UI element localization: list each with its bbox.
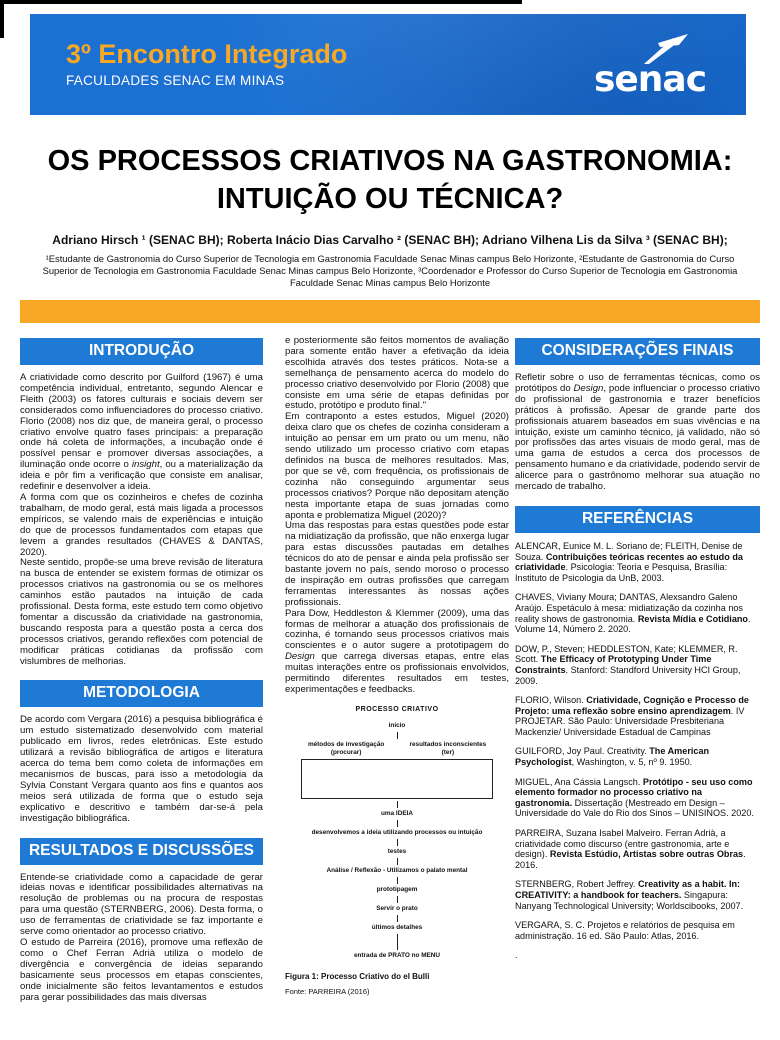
text-segment: O estudo de Parreira (2016), promove uma reflexão de como o Chef Ferran Adrià utiliza o modelo de divergência e convergência de ideias separando basicamente seus processos em etapas conscientes, onde inicialmente são feitos levantamentos e estudos para gerar possibilidades das mais diversas bbox=[20, 936, 263, 1003]
text-segment: que carrega diversas etapas, entre elas muitas interações entre os profissionais envolvidos, permitindo diferentes resultados em testes, experimentações e feedbacks. bbox=[285, 651, 509, 695]
flow-branch-left-sub: (procurar) bbox=[330, 748, 362, 756]
reference-entry bbox=[515, 920, 760, 941]
flow-branch-right-sub: (ter) bbox=[441, 748, 455, 756]
flow-node: testes bbox=[387, 847, 407, 855]
text-segment: e posteriormente são feitos momentos de avaliação para somente então haver a efetivação da ideia escolhida através dos testes práticos. Nota-se a semelhança de pensamento acerca do modelo do processo criativo desenvolvido por Florio (2008) que consiste em uma série de etapas definidas por estudo, protótipo e produto final." bbox=[285, 335, 509, 412]
text-segment: De acordo com Vergara (2016) a pesquisa bibliográfica é um estudo sistematizado desenvolvido com material publicado em livros, redes eletrônicas. Este estudo utilizará a revisão bibliográfica de artigos e literatura acerca do tema bem como coleta de informações em mecanismos de buscas, para isso a metodologia da Sylvia Constant Vergara quanto aos fins e quantos aos meios será utilizada de forma que o estudo seja explicativo e descritivo e também dar-se-á pela investigação bibliográfica. bbox=[20, 714, 263, 824]
poster-columns bbox=[20, 336, 760, 1003]
flow-node: Análise / Reflexão - Utilizamos o palato mental bbox=[326, 866, 468, 874]
text-segment: . IV PROJETAR. São Paulo: Universidade Presbiteriana Mackenzie/ Universidade Estadual de Campinas bbox=[515, 705, 745, 737]
body-paragraph bbox=[20, 873, 263, 938]
section-heading-introducao: INTRODUÇÃO bbox=[20, 338, 263, 365]
text-segment: , ou a materialização da ideia e pôr fim a verificação que consiste em analisar, redefinir e desenvolver a ideia. bbox=[20, 459, 263, 493]
section-heading-consideracoes: CONSIDERAÇÕES FINAIS bbox=[515, 338, 760, 365]
text-segment: ALENCAR, Eunice M. L. Soriano de; FLEITH, Denise de Souza. bbox=[515, 540, 743, 562]
authors-line: Adriano Hirsch ¹ (SENAC BH); Roberta Inácio Dias Carvalho ² (SENAC BH); Adriano Vilhena Lis da Silva ³ (SENAC BH); bbox=[52, 232, 728, 247]
body-paragraph bbox=[285, 609, 509, 696]
text-segment: VERGARA, S. C. Projetos e relatórios de pesquisa em administração. 16 ed. São Paulo: Atlas, 2016. bbox=[515, 920, 735, 941]
text-segment: STERNBERG, Robert Jeffrey. bbox=[515, 879, 638, 890]
senac-wordmark: senac bbox=[593, 59, 707, 100]
text-segment: Revista Estúdio, Artistas sobre outras Obras bbox=[549, 849, 744, 860]
text-segment: Contribuições teóricas recentes ao estudo da criatividade bbox=[515, 551, 743, 573]
body-paragraph bbox=[285, 412, 509, 521]
text-segment: Refletir sobre o uso de ferramentas técnicas, como os protótipos do bbox=[515, 372, 760, 394]
text-segment: Para Dow, Heddleston & Klemmer (2009), uma das formas de melhorar a atuação dos profissionais de cozinha, é tornando seus processos criativos mais conscientes e o autor sugere a prototipagem do bbox=[285, 607, 509, 652]
flow-connector bbox=[397, 820, 398, 827]
senac-logo bbox=[584, 34, 716, 98]
body-paragraph bbox=[20, 373, 263, 493]
text-segment: Revista Mídia e Cotidiano bbox=[637, 613, 748, 624]
flow-branch-left-label: métodos de investigação bbox=[307, 740, 385, 748]
column-right bbox=[515, 336, 760, 970]
figure-caption: Figura 1: Processo Criativo do el Bulli bbox=[285, 971, 430, 981]
flow-node-start: início bbox=[388, 721, 406, 729]
body-paragraph bbox=[20, 493, 263, 558]
flow-branch-right-label: resultados inconscientes bbox=[409, 740, 487, 748]
event-banner-text bbox=[66, 40, 347, 88]
section-heading-referencias: REFERÊNCIAS bbox=[515, 506, 760, 533]
flow-connector bbox=[397, 839, 398, 846]
column-middle bbox=[285, 336, 509, 996]
text-segment: FLORIO, Wilson. bbox=[515, 695, 587, 706]
text-segment: Protótipo - seu uso como elemento formador no processo criativo na gastronomia. bbox=[515, 776, 753, 808]
text-segment: Em contraponto a estes estudos, Miguel (2020) deixa claro que os chefes de cozinha consideram a intuição ao pensar em um prato ou um menu, não sendo utilizado um processo criativo com etapas definidos na busca de melhores resultados. Mas, por que se vê, com frequência, os profissionais de cozinha não conseguindo argumentar seus processos criativos? Porque não depositam atenção nesta importante etapa de suas jornadas como aponta e problematiza Miguel (2020)? bbox=[285, 411, 509, 521]
text-segment: . Psicologia: Teoria e Pesquisa, Brasília: Instituto de Psicologia da UnB, 2003. bbox=[515, 562, 728, 583]
text-segment: The Efficacy of Prototyping Under Time Constraints bbox=[515, 654, 712, 675]
text-segment: . Stanford: Standford University HCI Group, 2009. bbox=[515, 664, 741, 686]
flow-connector bbox=[397, 801, 398, 808]
text-segment: Neste sentido, propõe-se uma breve revisão de literatura na busca de entender se existem formas de otimizar os processos criativos na gastronomia ou se os melhores caminhos estão pautados na intuição de cada profissional. Desta forma, este estudo tem como objetivo fomentar a discussão da criatividade na gastronomia, buscando resposta para a questão posta a cerca dos processos criativos, gerando reflexões com potencial de modificar práticas cotidianas da profissão com vislumbres de melhorias. bbox=[20, 557, 263, 667]
event-title: 3º Encontro Integrado bbox=[66, 39, 348, 69]
flow-connector bbox=[397, 858, 398, 865]
flow-node: prototipagem bbox=[376, 885, 418, 893]
reference-entry bbox=[515, 695, 760, 737]
text-segment: Creativity as a habit. In: CREATIVITY: a handbook for teachers. bbox=[515, 879, 741, 900]
flowchart bbox=[285, 706, 509, 960]
event-subtitle: FACULDADES SENAC EM MINAS bbox=[66, 73, 285, 89]
flow-branch-box bbox=[301, 759, 493, 799]
flow-connector bbox=[397, 915, 398, 922]
reference-entry bbox=[515, 828, 760, 870]
reference-entry bbox=[515, 777, 760, 819]
text-segment: , Washington, v. 5, nº 9. 1950. bbox=[571, 757, 693, 768]
flow-branch bbox=[301, 741, 493, 799]
flowchart-title: PROCESSO CRIATIVO bbox=[355, 705, 439, 713]
reference-entry bbox=[515, 644, 760, 686]
text-segment: CHAVES, Viviany Moura; DANTAS, Alexsandro Galeno Araújo. Espetáculo à mesa: midiatização da cozinha nos reality shows de gastronomia. bbox=[515, 592, 743, 624]
flow-branch-left bbox=[301, 741, 391, 757]
poster-title: OS PROCESSOS CRIATIVOS NA GASTRONOMIA: INTUIÇÃO OU TÉCNICA? bbox=[47, 145, 733, 216]
flow-node: Servir o prato bbox=[376, 904, 418, 912]
flow-branch-right bbox=[403, 741, 493, 757]
section-heading-resultados: RESULTADOS E DISCUSSÕES bbox=[20, 838, 263, 865]
text-segment: Uma das respostas para estas questões pode estar na midiatização da profissão, que não enxerga lugar para estas discussões pautadas em detalhes técnicos do ato de pensar e ainda pela profissão ser bastante jovem no país, sendo moroso o processo de inspiração em outras profissões que carregam ferramentas interessantes às nossas ações profissionais. bbox=[285, 520, 509, 608]
flow-node: últimos detalhes bbox=[371, 923, 423, 931]
orange-divider bbox=[20, 300, 760, 323]
text-segment: A forma com que os cozinheiros e chefes de cozinha trabalham, de modo geral, está mais ligada a processos empíricos, se valendo mais de experiências e intuição do que de processos fundamentados com etapas que levem a grandes resultados (CHAVES & DANTAS, 2020). bbox=[20, 491, 263, 558]
text-segment: A criatividade como descrito por Guilford (1967) é uma competência individual, entretanto, segundo Alencar e Fleith (2003) os fatores culturais e sociais devem ser considerados como influenciadores do processo criativo. Florio (2008) nos diz que, de maneira geral, o processo criativo envolve quatro fases principais: a preparação onde há coleta de informações, a incubação onde é possível pensar e promover diversas associações, a iluminação onde ocorre o bbox=[20, 372, 263, 471]
flow-node: entrada de PRATO no MENU bbox=[353, 951, 441, 959]
body-paragraph bbox=[285, 336, 509, 412]
text-segment: MIGUEL, Ana Cássia Langsch. bbox=[515, 776, 643, 787]
reference-entry bbox=[515, 746, 760, 767]
body-paragraph bbox=[20, 715, 263, 824]
text-segment: Design bbox=[285, 651, 315, 663]
text-segment: The American Psychologist bbox=[515, 746, 710, 768]
flow-node: uma IDEIA bbox=[381, 809, 413, 817]
text-segment: insight bbox=[131, 459, 160, 471]
text-segment: Design bbox=[573, 382, 604, 394]
text-segment: Singapura: Nanyang Technological University; Worldscibooks, 2007. bbox=[515, 890, 744, 911]
text-segment: . bbox=[515, 950, 518, 961]
text-segment: GUILFORD, Joy Paul. Creativity. bbox=[515, 746, 650, 757]
reference-entry bbox=[515, 592, 760, 634]
body-paragraph bbox=[20, 938, 263, 1003]
body-paragraph bbox=[285, 521, 509, 608]
text-segment: , pode influenciar o processo criativo do profissional de gastronomia e trazer benefícios práticos à profissão. Apesar de grande parte dos profissionais atuarem baseados em suas vivências e na intuição, existe um caminho técnico, já validado, não só por profissões das artes visuais de modo geral, mas de uma gama de estudos a cerca dos processos de pensamento humano e da criatividade, podendo servir de alicerce para o gastrônomo melhorar sua atuação no mercado de trabalho. bbox=[515, 382, 760, 493]
flow-connector bbox=[397, 732, 398, 739]
body-paragraph bbox=[20, 558, 263, 667]
text-segment: . Volume 14, Número 2. 2020. bbox=[515, 613, 751, 635]
text-segment: Dissertação (Mestreado em Design – Universidade do Vale do Rio dos Sinos – UNISINOS. 2020. bbox=[515, 797, 754, 819]
text-segment: DOW, P., Steven; HEDDLESTON, Kate; KLEMMER, R. Scott. bbox=[515, 643, 738, 665]
section-heading-metodologia: METODOLOGIA bbox=[20, 680, 263, 707]
body-paragraph bbox=[515, 373, 760, 493]
flow-node: desenvolvemos a ideia utilizando processos ou intuição bbox=[311, 828, 483, 836]
reference-entry bbox=[515, 541, 760, 583]
affiliations: ¹Estudante de Gastronomia do Curso Superior de Tecnologia em Gastronomia Faculdade Senac Minas campus Belo Horizonte, ²Estudante de Gastronomia do Curso Superior de Tecnologia em Gastronomia Faculdade Senac Minas campus Belo Horizonte, ³Coordenador e Professor do Curso Superior de Tecnologia em Gastronomia Faculdade Senac Minas campus Belo Horizonte bbox=[42, 252, 738, 289]
reference-entry bbox=[515, 950, 760, 961]
text-segment: PARREIRA, Suzana Isabel Malveiro. Ferran Adrià, a criatividade como discurso (entre gastronomia, arte e design). bbox=[515, 828, 730, 860]
event-banner bbox=[30, 14, 746, 115]
flow-connector bbox=[397, 877, 398, 884]
scan-border-top bbox=[0, 0, 522, 4]
column-left bbox=[20, 336, 263, 1003]
flow-connector bbox=[397, 934, 398, 950]
title-block bbox=[38, 142, 742, 289]
flow-connector bbox=[397, 896, 398, 903]
text-segment: . 2016. bbox=[515, 849, 746, 870]
text-segment: Criatividade, Cognição e Processo de Projeto: uma reflexão sobre ensino aprendizagem bbox=[515, 695, 749, 716]
figure-source: Fonte: PARREIRA (2016) bbox=[285, 986, 370, 996]
figure-process-flowchart bbox=[285, 706, 509, 996]
flow-branch-labels bbox=[301, 741, 493, 757]
scan-border-left bbox=[0, 0, 4, 38]
text-segment: Entende-se criatividade como a capacidade de gerar ideias novas e identificar possibilidades alternativas na resolução de problemas ou na procura de respostas para uma questão (STERNBERG, 2006). Desta forma, o uso de ferramentas de criatividade se faz importante e serve como orientador ao processo criativo. bbox=[20, 871, 263, 938]
reference-entry bbox=[515, 879, 760, 911]
